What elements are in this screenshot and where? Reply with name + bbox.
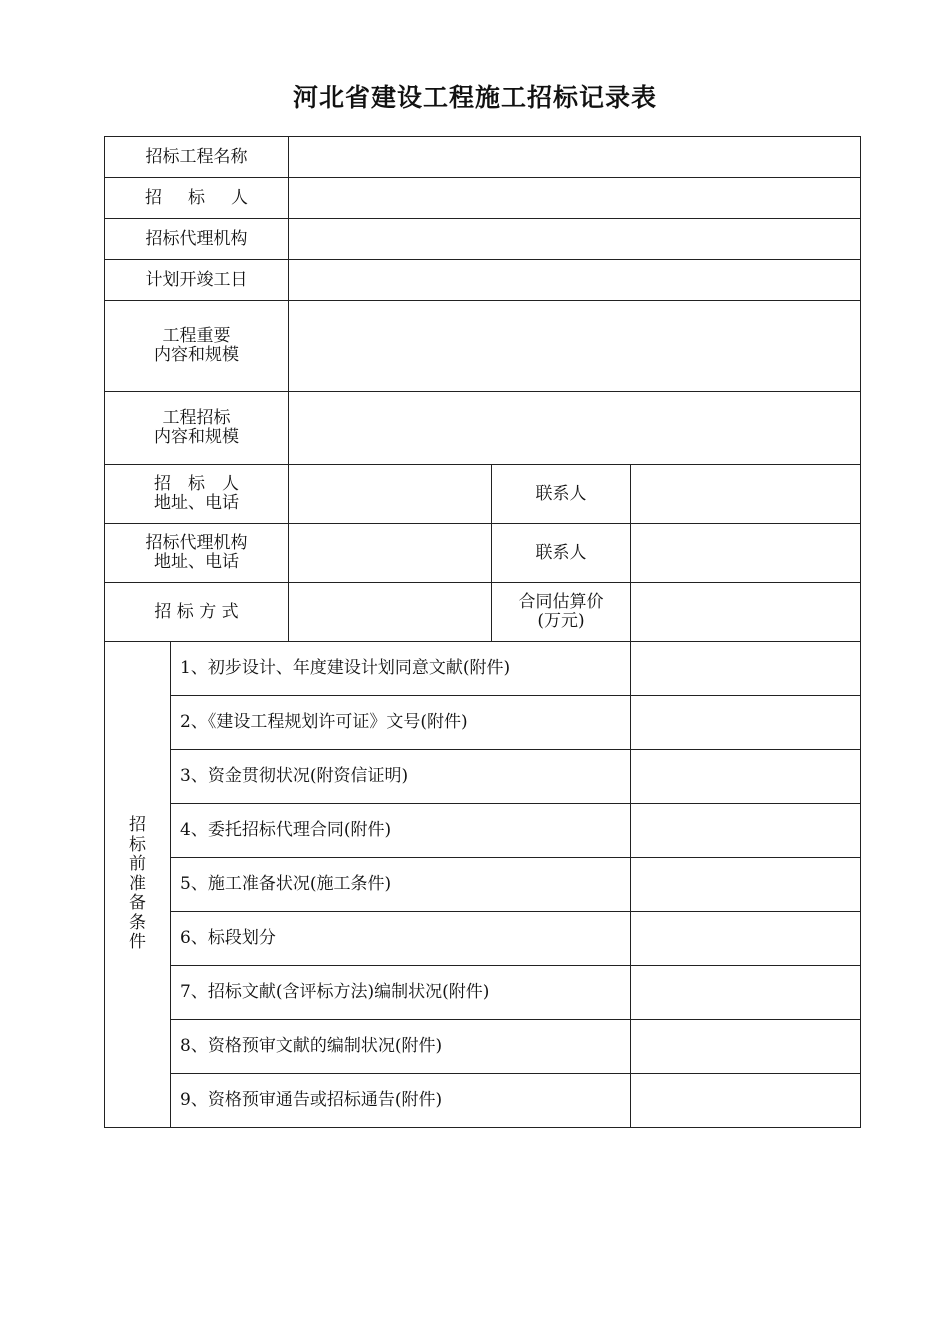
field-precondition-5[interactable] — [631, 858, 861, 912]
precondition-item-2: 2、《建设工程规划许可证》文号(附件) — [171, 696, 631, 750]
row-tender-content — [105, 392, 861, 465]
label-preconditions-text: 招标前准备条件 — [129, 815, 146, 953]
label-main-content-line-2: 内容和规模 — [154, 345, 239, 365]
field-tender-content[interactable] — [289, 392, 861, 465]
field-contact-1[interactable] — [631, 465, 861, 524]
field-schedule[interactable] — [289, 260, 861, 301]
precondition-item-7: 7、招标文献(含评标方法)编制状况(附件) — [171, 966, 631, 1020]
row-precondition-4 — [105, 804, 861, 858]
row-precondition-2 — [105, 696, 861, 750]
field-precondition-6[interactable] — [631, 912, 861, 966]
row-precondition-3 — [105, 750, 861, 804]
precondition-item-1: 1、初步设计、年度建设计划同意文献(附件) — [171, 642, 631, 696]
row-precondition-1 — [105, 642, 861, 696]
label-agency-address-line-2: 地址、电话 — [154, 552, 239, 572]
field-precondition-8[interactable] — [631, 1020, 861, 1074]
field-contact-2[interactable] — [631, 524, 861, 583]
label-main-content — [105, 301, 289, 392]
row-precondition-6 — [105, 912, 861, 966]
page-title: 河北省建设工程施工招标记录表 — [292, 83, 657, 112]
label-tenderer-address — [105, 465, 289, 524]
field-precondition-3[interactable] — [631, 750, 861, 804]
label-contact-1: 联系人 — [492, 465, 631, 524]
label-tender-content — [105, 392, 289, 465]
label-tender-content-line-2: 内容和规模 — [154, 427, 239, 447]
field-agency[interactable] — [289, 219, 861, 260]
label-contract-price — [492, 583, 631, 642]
row-project-name — [105, 137, 861, 178]
precondition-item-5: 5、施工准备状况(施工条件) — [171, 858, 631, 912]
row-tenderer-address — [105, 465, 861, 524]
row-precondition-5 — [105, 858, 861, 912]
field-agency-address[interactable] — [289, 524, 492, 583]
field-tenderer-address[interactable] — [289, 465, 492, 524]
field-precondition-2[interactable] — [631, 696, 861, 750]
row-precondition-7 — [105, 966, 861, 1020]
label-contact-2: 联系人 — [492, 524, 631, 583]
precondition-item-4: 4、委托招标代理合同(附件) — [171, 804, 631, 858]
precondition-item-6: 6、标段划分 — [171, 912, 631, 966]
precondition-item-8: 8、资格预审文献的编制状况(附件) — [171, 1020, 631, 1074]
row-main-content — [105, 301, 861, 392]
tender-record-form — [104, 136, 861, 1128]
label-tenderer-char-1: 招 — [145, 187, 162, 208]
precondition-item-3: 3、资金贯彻状况(附资信证明) — [171, 750, 631, 804]
label-schedule: 计划开竣工日 — [105, 260, 289, 301]
label-tenderer-char-2: 标 — [188, 187, 205, 208]
field-project-name[interactable] — [289, 137, 861, 178]
field-precondition-4[interactable] — [631, 804, 861, 858]
row-tenderer — [105, 178, 861, 219]
label-project-name: 招标工程名称 — [105, 137, 289, 178]
field-precondition-9[interactable] — [631, 1074, 861, 1128]
field-precondition-7[interactable] — [631, 966, 861, 1020]
row-method — [105, 583, 861, 642]
label-main-content-line-1: 工程重要 — [162, 326, 231, 346]
label-tenderer — [105, 178, 289, 219]
label-tenderer-address-line-1: 招 标 人 — [154, 474, 239, 494]
label-agency: 招标代理机构 — [105, 219, 289, 260]
label-tender-content-line-1: 工程招标 — [162, 408, 231, 428]
field-precondition-1[interactable] — [631, 642, 861, 696]
row-precondition-9 — [105, 1074, 861, 1128]
field-method[interactable] — [289, 583, 492, 642]
field-tenderer[interactable] — [289, 178, 861, 219]
row-precondition-8 — [105, 1020, 861, 1074]
label-contract-price-line-1: 合同估算价 — [518, 592, 604, 612]
row-schedule — [105, 260, 861, 301]
label-agency-address — [105, 524, 289, 583]
field-main-content[interactable] — [289, 301, 861, 392]
label-contract-price-line-2: (万元) — [537, 611, 585, 631]
label-agency-address-line-1: 招标代理机构 — [145, 533, 248, 553]
row-agency — [105, 219, 861, 260]
label-method: 招 标 方 式 — [105, 583, 289, 642]
label-preconditions — [105, 642, 171, 1128]
label-tenderer-address-line-2: 地址、电话 — [154, 493, 239, 513]
precondition-item-9: 9、资格预审通告或招标通告(附件) — [171, 1074, 631, 1128]
row-agency-address — [105, 524, 861, 583]
field-contract-price[interactable] — [631, 583, 861, 642]
label-tenderer-char-3: 人 — [231, 187, 248, 208]
